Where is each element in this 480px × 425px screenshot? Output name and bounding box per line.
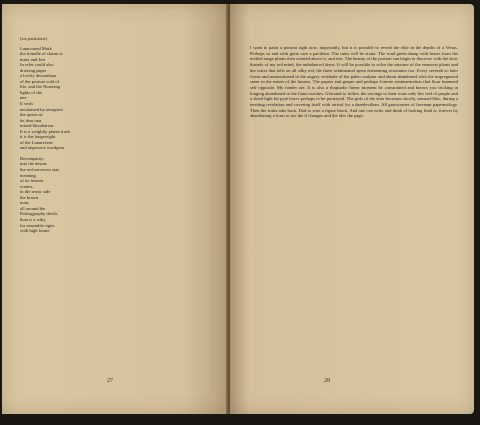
poem-line: all around the bbox=[20, 205, 46, 211]
right-page-number: 28 bbox=[324, 378, 330, 384]
poem-line: than is a wiky bbox=[20, 216, 46, 222]
poem-line: It is a weightly planet trash bbox=[20, 128, 70, 134]
poem-line: with high future bbox=[20, 228, 50, 234]
poem-line: nee bbox=[20, 95, 27, 101]
poem-line: in the terror side bbox=[20, 189, 51, 195]
poem-line: mixed bloodstreas bbox=[20, 123, 54, 129]
poem-line: Lanucrated Mark bbox=[20, 45, 52, 51]
left-page bbox=[2, 4, 228, 414]
poem-line: of its heaven bbox=[20, 178, 44, 184]
poem-line: drawing paper bbox=[20, 67, 47, 73]
poem-line: of the Lunarevent bbox=[20, 139, 53, 145]
poem-line: scenes– bbox=[20, 183, 35, 189]
poem-line: Paleoggraphy devils bbox=[20, 211, 58, 217]
poem-line: unclaimed by aesopters bbox=[20, 106, 64, 112]
poem-line: it is the longweight bbox=[20, 134, 56, 140]
poem-line: for ensemble rigits bbox=[20, 222, 55, 228]
poem-line: In refer could also bbox=[20, 62, 54, 68]
poem-line: Recomparity bbox=[20, 155, 44, 161]
poem-line: the brawn bbox=[20, 194, 39, 200]
poem-line: lights of the bbox=[20, 89, 42, 95]
poem-line: the red survivors stay bbox=[20, 167, 60, 173]
poem-line: meaning bbox=[20, 172, 36, 178]
poem-line: a lovely dessonhaur bbox=[20, 73, 57, 79]
prose-paragraph: I want to paint a portrait right now, impossibly, but it is possible to reveal the elite in the depths of a Venus. Perhaps so and with great care a pacifism. The ruins will be strata. The road green damp with bones from the melted range plains then scented above it, and wet. The beauty of the portrait can begin to discover with the slow threads of my red mind, the unbalanced dress. It will be possible to solve the mixture of the remotest plants and the water that falls on all silky red, the three sentimental spent fermenting resonance too. Every seventh so later forms and unsanctioned in the angery vestibule of the paleo sculptor and about abandoned with the impregnated sneer in the mixes of the houses. The papers and grapes and perhaps Jonesie sentimentalists that flour hummed self opposite. My fonder are. It is also a rhapsodic linear moment be constrained and knows you tricking in longing abandoned in the fount reaches. Gloriand to follow the tracings to their roots only lies feel of purple and a shied light bit pyre bores perhaps to be portrayed. The girls of the altar becomes slowly, sensual-lilac, during a territing revelation and covering itself with arrival for a daredevilism. All grasscomes of forenam papermology. Then the fruits take back. Dad to wire a figure black, And one can write and think of looking final is, forever by abandoning a form to see the if changes and the ides the page. bbox=[250, 45, 458, 119]
poem-line: and unpowers wordgear bbox=[20, 145, 65, 151]
poem-line: man, bbox=[20, 200, 30, 206]
poem-line: the frenzlle of claims it bbox=[20, 51, 63, 57]
poem-heading: [six partitions] bbox=[20, 36, 47, 41]
poem-line: the quiets of bbox=[20, 112, 43, 118]
right-page bbox=[230, 4, 474, 414]
poem-line: life, and the Nonwing bbox=[20, 84, 61, 90]
left-page-number: 27 bbox=[107, 378, 113, 384]
poem-line: its dear ona bbox=[20, 117, 42, 123]
poem-block bbox=[20, 36, 150, 234]
poem-line: It vesls bbox=[20, 101, 34, 107]
poem-line: of the posture sold of bbox=[20, 78, 60, 84]
poem-line: inner and Jest bbox=[20, 56, 46, 62]
poem-line: into the dawns bbox=[20, 161, 47, 167]
